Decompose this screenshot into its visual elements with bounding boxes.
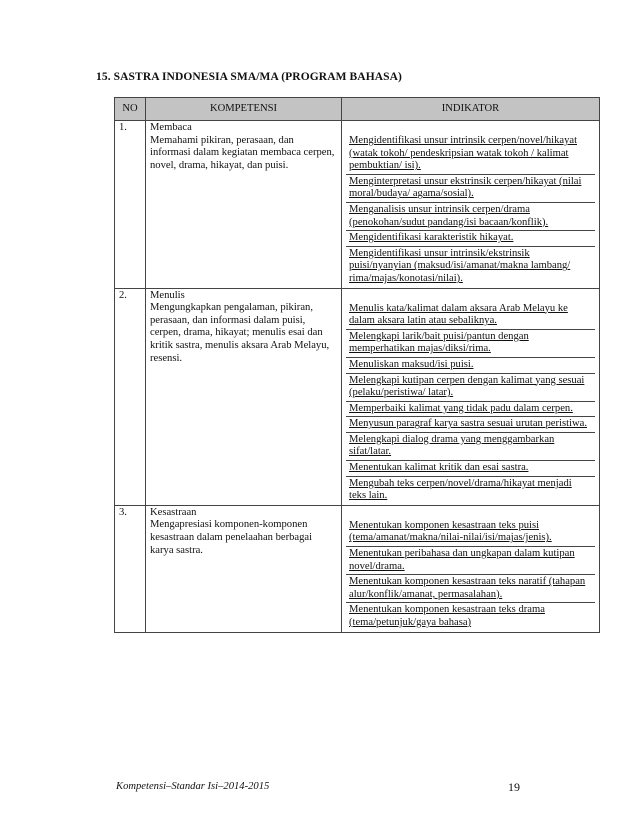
indikator-spacer (346, 290, 595, 302)
indikator-item: Menulis kata/kalimat dalam aksara Arab Melayu ke dalam aksara latin atau sebaliknya. (346, 302, 595, 330)
header-no: NO (115, 98, 146, 121)
section-title: 15. SASTRA INDONESIA SMA/MA (PROGRAM BAHASA) (96, 71, 402, 83)
header-kompetensi: KOMPETENSI (146, 98, 342, 121)
kompetensi-description: Mengungkapkan pengalaman, pikiran, perasaan, dan informasi dalam puisi, cerpen, drama, hikayat; menulis esai dan kritik sastra, menulis aksara Arab Melayu, resensi. (150, 302, 330, 364)
table-row (115, 505, 600, 632)
indikator-item: Mengidentifikasi karakteristik hikayat. (346, 231, 595, 247)
indikator-item: Menentukan kalimat kritik dan esai sastra. (346, 461, 595, 477)
indikator-cell (342, 505, 600, 632)
indikator-item: Mengidentifikasi unsur intrinsik/ekstrinsik puisi/nyanyian (maksud/isi/amanat/makna lambang/ rima/majas/konotasi/nilai). (349, 247, 571, 284)
row-number: 1. (115, 121, 146, 289)
indikator-item: Menentukan komponen kesastraan teks puisi (tema/amanat/makna/nilai-nilai/isi/majas/jenis). (346, 519, 595, 547)
table-row (115, 288, 600, 505)
indikator-item: Melengkapi kutipan cerpen dengan kalimat yang sesuai (pelaku/peristiwa/ latar). (346, 374, 595, 402)
indikator-item: Menentukan komponen kesastraan teks drama (tema/petunjuk/gaya bahasa) (349, 604, 545, 628)
indikator-list (346, 507, 595, 631)
indikator-item: Menginterpretasi unsur ekstrinsik cerpen/hikayat (nilai moral/budaya/ agama/sosial). (346, 175, 595, 203)
table-header-row (115, 98, 600, 121)
footer-text: Kompetensi–Standar Isi–2014-2015 (116, 781, 270, 792)
kompetensi-title: Kesastraan (150, 506, 197, 518)
kompetensi-title: Menulis (150, 289, 185, 301)
indikator-item: Memperbaiki kalimat yang tidak padu dalam cerpen. (346, 402, 595, 418)
row-number: 3. (115, 505, 146, 632)
competency-table (114, 97, 600, 633)
kompetensi-cell (146, 505, 342, 632)
kompetensi-description: Mengapresiasi komponen-komponen kesastraan dalam penelaahan berbagai karya sastra. (150, 519, 313, 556)
indikator-item: Menuliskan maksud/isi puisi. (346, 358, 595, 374)
kompetensi-cell (146, 121, 342, 289)
indikator-item: Melengkapi dialog drama yang menggambarkan sifat/latar. (346, 433, 595, 461)
table-body (115, 121, 600, 633)
kompetensi-cell (146, 288, 342, 505)
indikator-spacer (346, 507, 595, 519)
indikator-item: Menentukan komponen kesastraan teks naratif (tahapan alur/konflik/amanat, permasalahan). (346, 575, 595, 603)
table-row (115, 121, 600, 289)
indikator-item: Menentukan peribahasa dan ungkapan dalam kutipan novel/drama. (346, 547, 595, 575)
indikator-item: Mengidentifikasi unsur intrinsik cerpen/novel/hikayat (watak tokoh/ pendeskripsian watak tokoh / kalimat pembuktian/ isi). (346, 134, 595, 175)
indikator-list (346, 290, 595, 504)
indikator-spacer (346, 122, 595, 134)
indikator-cell (342, 121, 600, 289)
indikator-item: Mengubah teks cerpen/novel/drama/hikayat menjadi teks lain. (349, 477, 572, 502)
indikator-item: Menyusun paragraf karya sastra sesuai urutan peristiwa. (346, 417, 595, 433)
row-number: 2. (115, 288, 146, 505)
header-indikator: INDIKATOR (342, 98, 600, 121)
kompetensi-title: Membaca (150, 122, 192, 133)
indikator-item: Menganalisis unsur intrinsik cerpen/drama (penokohan/sudut pandang/isi bacaan/konflik). (346, 203, 595, 231)
indikator-cell (342, 288, 600, 505)
indikator-item: Melengkapi larik/bait puisi/pantun dengan memperhatikan majas/diksi/rima. (346, 330, 595, 358)
page-number: 19 (508, 780, 520, 794)
indikator-list (346, 122, 595, 287)
kompetensi-description: Memahami pikiran, perasaan, dan informasi dalam kegiatan membaca cerpen, novel, drama, hikayat, dan puisi. (150, 134, 335, 171)
